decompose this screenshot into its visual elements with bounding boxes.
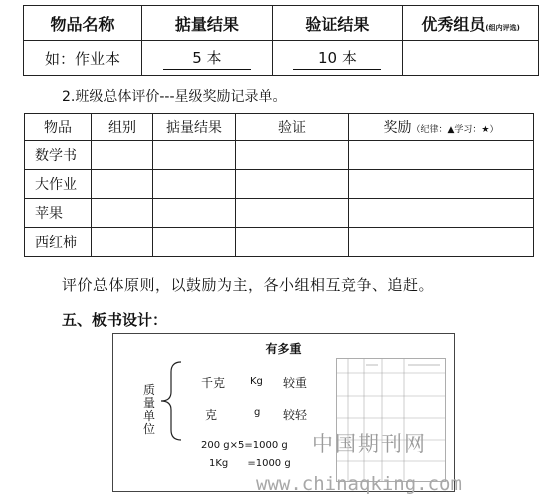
empty-cell bbox=[236, 141, 349, 170]
board-title: 有多重 bbox=[265, 342, 302, 356]
empty-cell bbox=[153, 170, 236, 199]
table-header-row bbox=[24, 6, 539, 41]
table-row bbox=[25, 199, 534, 228]
empty-cell bbox=[153, 228, 236, 257]
board-design-figure bbox=[112, 333, 455, 492]
item-results-table bbox=[23, 5, 539, 76]
empty-cell bbox=[349, 228, 534, 257]
cell-weigh bbox=[142, 41, 273, 76]
row-item: 大作业 bbox=[25, 170, 92, 199]
mass-unit-label: 质量单位 bbox=[143, 383, 156, 436]
equation-2: 1Kg =1000 g bbox=[209, 458, 291, 469]
row-item: 西红柿 bbox=[25, 228, 92, 257]
header-excellent-member-label: 优秀组员 bbox=[421, 14, 486, 34]
equation-1: 200 g×5=1000 g bbox=[201, 440, 288, 451]
mini-table-image bbox=[336, 358, 446, 482]
cell-member bbox=[403, 41, 539, 76]
table-row bbox=[25, 170, 534, 199]
star-reward-table bbox=[24, 113, 534, 257]
curly-brace-icon bbox=[159, 360, 183, 442]
watermark-logo: 中国期刊网 bbox=[312, 432, 427, 456]
header-verify: 验证 bbox=[236, 114, 349, 141]
lighter-note: 较轻 bbox=[283, 408, 308, 422]
empty-cell bbox=[349, 170, 534, 199]
header-weigh: 掂量结果 bbox=[153, 114, 236, 141]
header-item-name: 物品名称 bbox=[24, 6, 142, 41]
cell-verify bbox=[272, 41, 403, 76]
empty-cell bbox=[236, 228, 349, 257]
cell-item: 如：作业本 bbox=[24, 41, 142, 76]
evaluation-principle: 评价总体原则，以鼓励为主，各小组相互竞争、追赶。 bbox=[62, 276, 435, 294]
header-award bbox=[349, 114, 534, 141]
award-note: （纪律：▲学习：★） bbox=[411, 125, 499, 135]
unit-kg-abbr: Kg bbox=[250, 376, 263, 387]
empty-cell bbox=[153, 199, 236, 228]
empty-cell bbox=[92, 228, 153, 257]
empty-cell bbox=[92, 170, 153, 199]
table-row bbox=[25, 228, 534, 257]
watermark-url: www.chinaqking.com bbox=[256, 473, 462, 495]
header-excellent-member bbox=[403, 6, 539, 41]
section-2-title: 2.班级总体评价---星级奖励记录单。 bbox=[62, 89, 287, 105]
table-header-row bbox=[25, 114, 534, 141]
table-row bbox=[25, 141, 534, 170]
empty-cell bbox=[236, 170, 349, 199]
empty-cell bbox=[236, 199, 349, 228]
header-item: 物品 bbox=[25, 114, 92, 141]
unit-kilogram: 千克 bbox=[201, 376, 226, 390]
empty-cell bbox=[92, 199, 153, 228]
weigh-value: 5 本 bbox=[163, 47, 251, 70]
header-group: 组别 bbox=[92, 114, 153, 141]
empty-cell bbox=[349, 199, 534, 228]
empty-cell bbox=[92, 141, 153, 170]
header-note: (组内评选) bbox=[485, 23, 520, 32]
table-row bbox=[24, 41, 539, 76]
row-item: 数学书 bbox=[25, 141, 92, 170]
header-weigh-result: 掂量结果 bbox=[142, 6, 273, 41]
verify-value: 10 本 bbox=[293, 47, 381, 70]
section-5-title: 五、板书设计： bbox=[62, 311, 168, 329]
header-verify-result: 验证结果 bbox=[272, 6, 403, 41]
unit-g-abbr: g bbox=[254, 407, 261, 418]
row-item: 苹果 bbox=[25, 199, 92, 228]
empty-cell bbox=[153, 141, 236, 170]
unit-gram: 克 bbox=[205, 408, 218, 422]
header-award-label: 奖励 bbox=[383, 120, 412, 136]
heavier-note: 较重 bbox=[283, 376, 308, 390]
empty-cell bbox=[349, 141, 534, 170]
